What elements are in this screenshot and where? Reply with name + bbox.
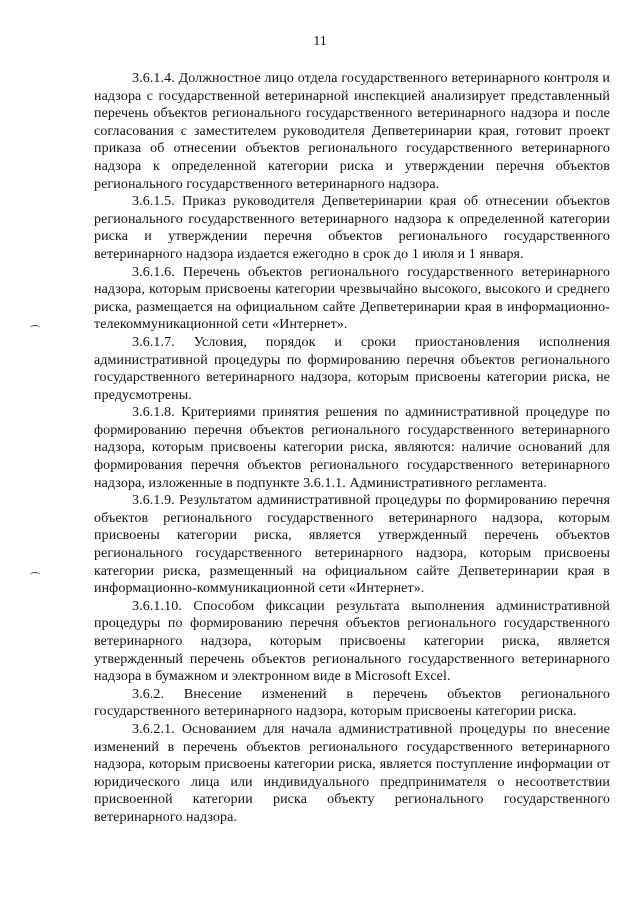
page-number: 11 [313, 34, 327, 49]
paragraph-3-6-1-6: 3.6.1.6. Перечень объектов регионального государственного ветеринарного надзора, которым присвоены категории чрезвычайно высокого, высокого и среднего риска, размещается на официальном сайте Депветеринарии края в информационно-телекоммуникационной сети «Интернет». [94, 264, 610, 333]
paragraph-3-6-1-7: 3.6.1.7. Условия, порядок и сроки приостановления исполнения административной процедуры по формированию перечня объектов регионального государственного ветеринарного надзора, которым присвоены категории риска, не предусмотрены. [94, 334, 610, 403]
paragraph-3-6-1-4: 3.6.1.4. Должностное лицо отдела государственного ветеринарного контроля и надзора с государственной ветеринарной инспекцией анализирует представленный перечень объектов регионального государственного ветеринарного надзора и после согласования с заместителем руководителя Депветеринарии края, готовит проект приказа об отнесении объектов регионального государственного ветеринарного надзора к определенной категории риска и утверждении перечня объектов регионального государственного ветеринарного надзора. [94, 71, 610, 192]
binding-hole-mark-top [30, 325, 40, 332]
paragraph-3-6-1-8: 3.6.1.8. Критериями принятия решения по административной процедуре по формированию перечня объектов регионального государственного ветеринарного надзора, которым присвоены категории риска, являются: наличие оснований для формирования перечня объектов регионального государственного ветеринарного надзора, изложенные в подпункте 3.6.1.1. Административного регламента. [94, 405, 610, 491]
binding-hole-mark-bottom [30, 572, 40, 579]
paragraph-3-6-2-1: 3.6.2.1. Основанием для начала административной процедуры по внесение изменений в перечень объектов регионального государственного ветеринарного надзора, которым присвоены категории риска, является поступление информации от юридического лица или индивидуального предпринимателя о несоответствии присвоенной категории риска объекту регионального государственного ветеринарного надзора. [94, 721, 610, 825]
paragraph-3-6-1-5: 3.6.1.5. Приказ руководителя Депветеринарии края об отнесении объектов регионального государственного ветеринарного надзора к определенной категории риска и утверждении перечня объектов регионального государственного ветеринарного надзора издается ежегодно в срок до 1 июля и 1 января. [94, 194, 610, 262]
document-body [94, 70, 610, 827]
paragraph-3-6-2: 3.6.2. Внесение изменений в перечень объектов регионального государственного ветеринарного надзора, которым присвоены категории риска. [94, 686, 610, 720]
paragraph-3-6-1-9: 3.6.1.9. Результатом административной процедуры по формированию перечня объектов регионального государственного ветеринарного надзора, которым присвоены категории риска, является утвержденный перечень объектов регионального государственного ветеринарного надзора, которым присвоены категории риска, размещенный на официальном сайте Депветеринарии края в информационно-коммуникационной сети «Интернет». [94, 493, 610, 597]
paragraph-3-6-1-10: 3.6.1.10. Способом фиксации результата выполнения административной процедуры по формированию перечня объектов регионального государственного ветеринарного надзора, которым присвоены категории риска, является утвержденный перечень объектов регионального государственного ветеринарного надзора в бумажном и электронном виде в Microsoft Excel. [94, 598, 610, 685]
